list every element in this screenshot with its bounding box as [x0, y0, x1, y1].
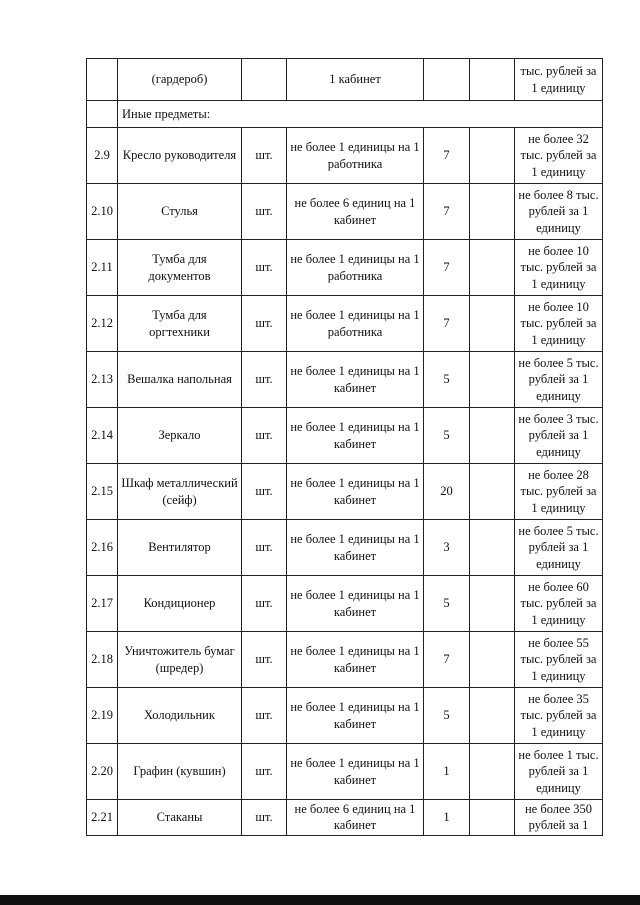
price-limit: не более 5 тыс. рублей за 1 единицу — [515, 352, 603, 408]
extra-cell — [470, 744, 515, 800]
norm: не более 1 единицы на 1 кабинет — [287, 464, 424, 520]
price-limit: не более 10 тыс. рублей за 1 единицу — [515, 296, 603, 352]
item-name: Шкаф металлический (сейф) — [118, 464, 242, 520]
norm: не более 1 единицы на 1 кабинет — [287, 632, 424, 688]
row-number: 2.17 — [87, 576, 118, 632]
item-name: Вешалка напольная — [118, 352, 242, 408]
quantity: 5 — [424, 688, 470, 744]
quantity: 5 — [424, 576, 470, 632]
extra-cell — [470, 352, 515, 408]
norm: не более 1 единицы на 1 кабинет — [287, 576, 424, 632]
price-limit: не более 60 тыс. рублей за 1 единицу — [515, 576, 603, 632]
quantity: 7 — [424, 184, 470, 240]
quantity: 20 — [424, 464, 470, 520]
quantity: 7 — [424, 128, 470, 184]
table-row — [87, 576, 603, 632]
norm: не более 6 единиц на 1 кабинет — [287, 184, 424, 240]
quantity: 3 — [424, 520, 470, 576]
unit: шт. — [242, 464, 287, 520]
norm: не более 1 единицы на 1 кабинет — [287, 744, 424, 800]
price-limit: не более 8 тыс. рублей за 1 единицу — [515, 184, 603, 240]
norm: не более 1 единицы на 1 кабинет — [287, 352, 424, 408]
item-name: Стулья — [118, 184, 242, 240]
price-limit: не более 35 тыс. рублей за 1 единицу — [515, 688, 603, 744]
unit: шт. — [242, 184, 287, 240]
unit: шт. — [242, 688, 287, 744]
table-row — [87, 296, 603, 352]
norm: не более 1 единицы на 1 работника — [287, 240, 424, 296]
table-row — [87, 240, 603, 296]
item-name: Стаканы — [118, 800, 242, 836]
price-limit: не более 1 тыс. рублей за 1 единицу — [515, 744, 603, 800]
row-number: 2.9 — [87, 128, 118, 184]
item-name: Холодильник — [118, 688, 242, 744]
item-name: Тумба для документов — [118, 240, 242, 296]
scan-edge-bar — [0, 895, 640, 905]
unit: шт. — [242, 576, 287, 632]
unit: шт. — [242, 296, 287, 352]
table-row — [87, 520, 603, 576]
unit: шт. — [242, 632, 287, 688]
item-name: Зеркало — [118, 408, 242, 464]
extra-cell — [470, 632, 515, 688]
row-number: 2.11 — [87, 240, 118, 296]
row-number — [87, 59, 118, 101]
quantity: 7 — [424, 240, 470, 296]
quantity: 1 — [424, 800, 470, 836]
price-limit: не более 28 тыс. рублей за 1 единицу — [515, 464, 603, 520]
extra-cell — [470, 688, 515, 744]
unit: шт. — [242, 744, 287, 800]
table-row — [87, 464, 603, 520]
item-name: Тумба для оргтехники — [118, 296, 242, 352]
unit: шт. — [242, 408, 287, 464]
table-row — [87, 352, 603, 408]
norm: не более 1 единицы на 1 работника — [287, 296, 424, 352]
norm: 1 кабинет — [287, 59, 424, 101]
row-number: 2.15 — [87, 464, 118, 520]
table-row — [87, 408, 603, 464]
row-number — [87, 101, 118, 128]
item-name: Графин (кувшин) — [118, 744, 242, 800]
extra-cell — [470, 240, 515, 296]
unit: шт. — [242, 520, 287, 576]
section-heading: Иные предметы: — [118, 101, 603, 128]
price-limit: не более 10 тыс. рублей за 1 единицу — [515, 240, 603, 296]
extra-cell — [470, 128, 515, 184]
table-row — [87, 744, 603, 800]
unit: шт. — [242, 240, 287, 296]
price-limit: не более 32 тыс. рублей за 1 единицу — [515, 128, 603, 184]
norm: не более 1 единицы на 1 кабинет — [287, 688, 424, 744]
item-name: Кресло руководителя — [118, 128, 242, 184]
extra-cell — [470, 520, 515, 576]
table-row — [87, 688, 603, 744]
quantity: 1 — [424, 744, 470, 800]
table-row — [87, 128, 603, 184]
quantity: 5 — [424, 352, 470, 408]
extra-cell — [470, 184, 515, 240]
row-number: 2.10 — [87, 184, 118, 240]
row-number: 2.16 — [87, 520, 118, 576]
item-name: Уничтожитель бумаг (шредер) — [118, 632, 242, 688]
unit: шт. — [242, 128, 287, 184]
table-row — [87, 800, 603, 836]
unit: шт. — [242, 352, 287, 408]
extra-cell — [470, 576, 515, 632]
price-limit: не более 55 тыс. рублей за 1 единицу — [515, 632, 603, 688]
norm: не более 1 единицы на 1 кабинет — [287, 408, 424, 464]
unit — [242, 59, 287, 101]
norm: не более 1 единицы на 1 кабинет — [287, 520, 424, 576]
item-name: Кондиционер — [118, 576, 242, 632]
price-limit: не более 3 тыс. рублей за 1 единицу — [515, 408, 603, 464]
table-row — [87, 101, 603, 128]
price-limit: не более 350 рублей за 1 — [515, 800, 603, 836]
table-body — [87, 59, 603, 836]
quantity — [424, 59, 470, 101]
row-number: 2.18 — [87, 632, 118, 688]
item-name: Вентилятор — [118, 520, 242, 576]
extra-cell — [470, 296, 515, 352]
norm: не более 1 единицы на 1 работника — [287, 128, 424, 184]
norm: не более 6 единиц на 1 кабинет — [287, 800, 424, 836]
table-row — [87, 632, 603, 688]
item-name: (гардероб) — [118, 59, 242, 101]
extra-cell — [470, 800, 515, 836]
table-row — [87, 184, 603, 240]
row-number: 2.19 — [87, 688, 118, 744]
unit: шт. — [242, 800, 287, 836]
extra-cell — [470, 408, 515, 464]
quantity: 7 — [424, 296, 470, 352]
row-number: 2.14 — [87, 408, 118, 464]
row-number: 2.21 — [87, 800, 118, 836]
row-number: 2.13 — [87, 352, 118, 408]
extra-cell — [470, 59, 515, 101]
table-row — [87, 59, 603, 101]
quantity: 5 — [424, 408, 470, 464]
price-limit: тыс. рублей за 1 единицу — [515, 59, 603, 101]
quantity: 7 — [424, 632, 470, 688]
norms-table — [86, 58, 603, 836]
extra-cell — [470, 464, 515, 520]
price-limit: не более 5 тыс. рублей за 1 единицу — [515, 520, 603, 576]
row-number: 2.20 — [87, 744, 118, 800]
row-number: 2.12 — [87, 296, 118, 352]
